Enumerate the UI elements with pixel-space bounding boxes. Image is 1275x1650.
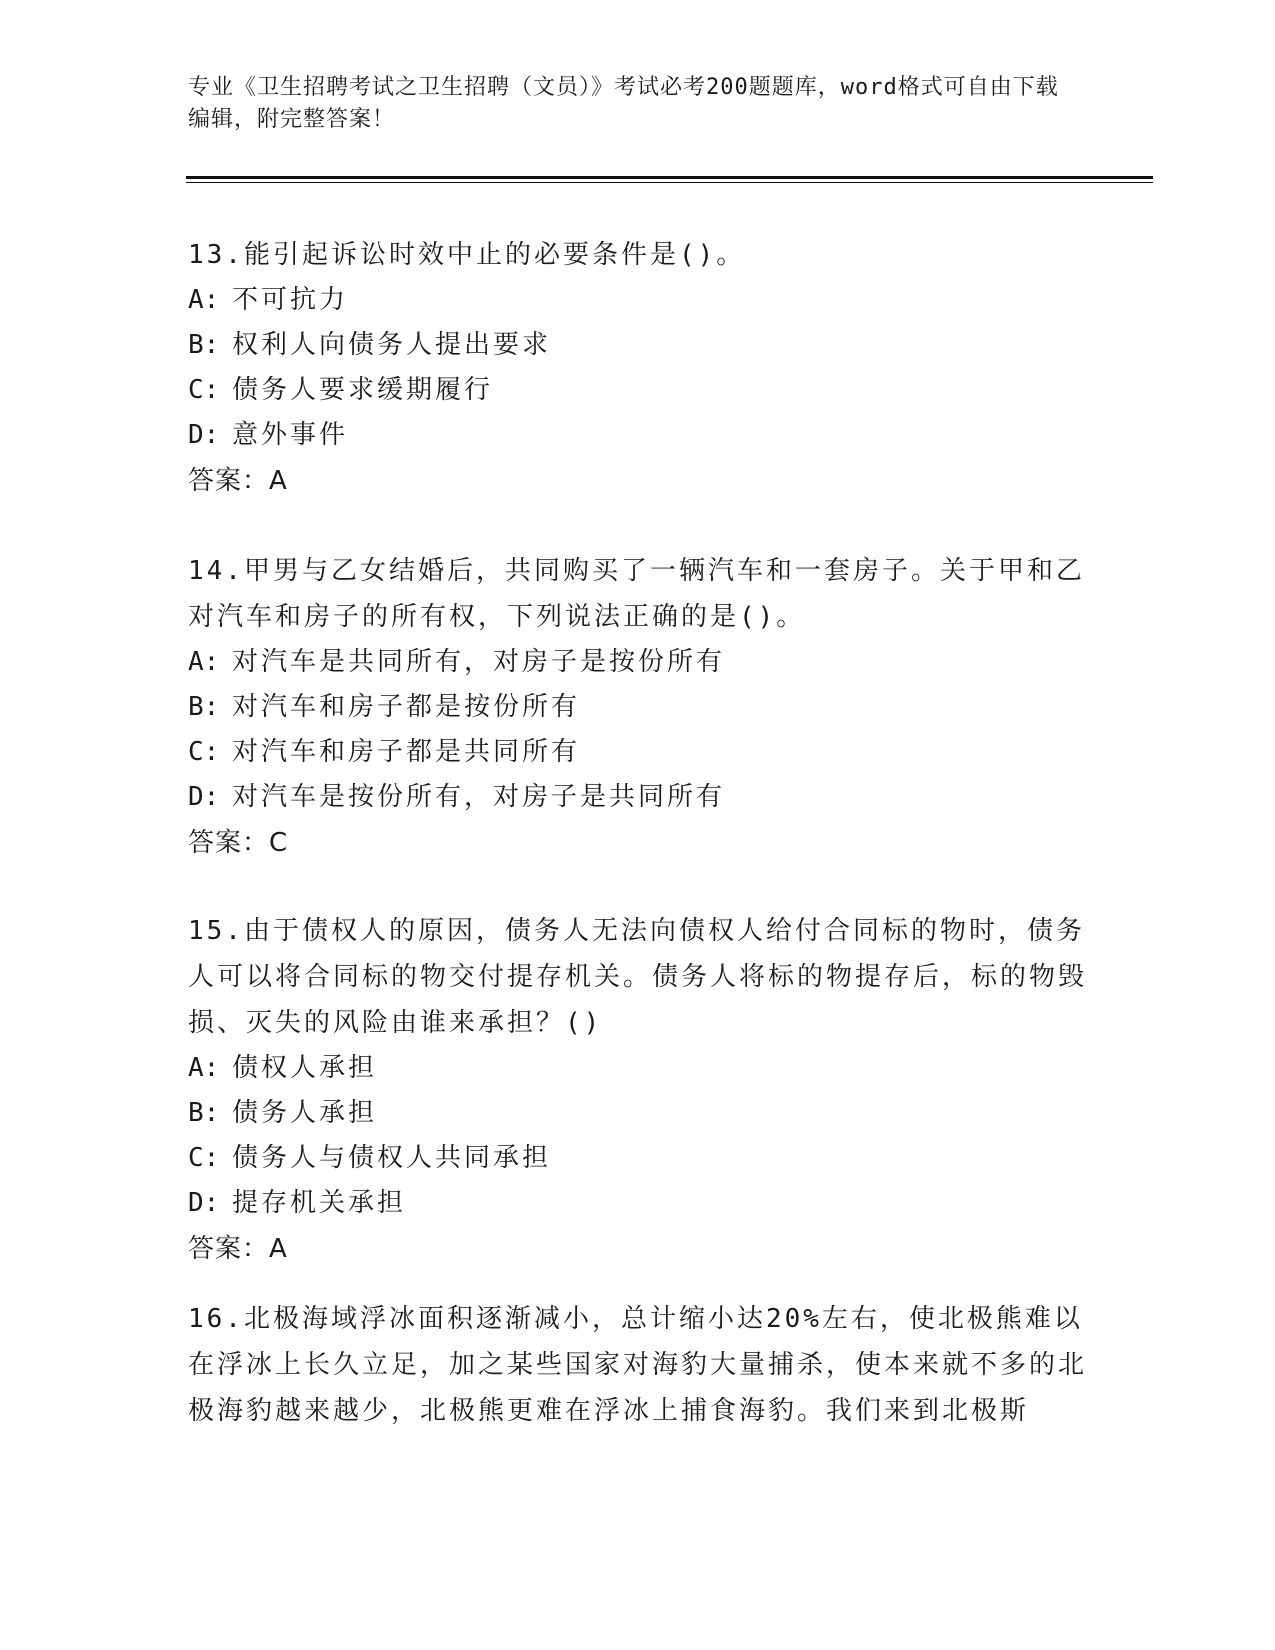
option-letter: B: [188, 330, 220, 360]
header-divider-thin [186, 182, 1153, 183]
option-text: 对汽车是按份所有，对房子是共同所有 [232, 782, 726, 812]
question-13 [188, 232, 1088, 504]
answer-line: 答案：A [188, 466, 288, 496]
option-letter: A: [188, 647, 220, 677]
option-text: 对汽车和房子都是按份所有 [232, 692, 581, 722]
option-letter: B: [188, 1098, 220, 1128]
header-divider-thick [186, 176, 1153, 179]
option-text: 不可抗力 [232, 285, 349, 315]
option-c [188, 730, 1088, 775]
question-stem: 13.能引起诉讼时效中止的必要条件是()。 [188, 240, 746, 270]
question-16 [188, 1296, 1088, 1434]
option-text: 对汽车和房子都是共同所有 [232, 737, 581, 767]
option-a [188, 1046, 1088, 1091]
option-letter: B: [188, 692, 220, 722]
option-text: 权利人向债务人提出要求 [232, 330, 552, 360]
option-text: 对汽车是共同所有，对房子是按份所有 [232, 647, 726, 677]
option-text: 债权人承担 [232, 1053, 378, 1083]
question-stem: 14.甲男与乙女结婚后，共同购买了一辆汽车和一套房子。关于甲和乙对汽车和房子的所有权，下列说法正确的是()。 [188, 556, 1085, 632]
question-14 [188, 548, 1088, 866]
option-b [188, 323, 1088, 368]
option-letter: C: [188, 1143, 220, 1173]
option-letter: A: [188, 1053, 220, 1083]
option-d [188, 1181, 1088, 1226]
option-b [188, 685, 1088, 730]
option-b [188, 1091, 1088, 1136]
option-letter: D: [188, 782, 220, 812]
option-text: 意外事件 [232, 420, 349, 450]
option-text: 债务人承担 [232, 1098, 378, 1128]
question-stem: 16.北极海域浮冰面积逐渐减小，总计缩小达20%左右，使北极熊难以在浮冰上长久立足，加之某些国家对海豹大量捕杀，使本来就不多的北极海豹越来越少，北极熊更难在浮冰上捕食海豹。我们来到北极斯 [188, 1304, 1088, 1426]
option-c [188, 368, 1088, 413]
option-letter: C: [188, 375, 220, 405]
option-letter: A: [188, 285, 220, 315]
answer-line: 答案：A [188, 1234, 288, 1264]
option-a [188, 278, 1088, 323]
question-15 [188, 908, 1088, 1272]
option-text: 债务人与债权人共同承担 [232, 1143, 552, 1173]
option-d [188, 775, 1088, 820]
document-header: 专业《卫生招聘考试之卫生招聘（文员）》考试必考200题题库，word格式可自由下载编辑，附完整答案！ [188, 75, 1059, 132]
option-letter: D: [188, 1188, 220, 1218]
option-letter: C: [188, 737, 220, 767]
option-d [188, 413, 1088, 458]
option-text: 债务人要求缓期履行 [232, 375, 494, 405]
option-c [188, 1136, 1088, 1181]
question-stem: 15.由于债权人的原因，债务人无法向债权人给付合同标的物时，债务人可以将合同标的物交付提存机关。债务人将标的物提存后，标的物毁损、灭失的风险由谁来承担？() [188, 916, 1088, 1038]
option-a [188, 640, 1088, 685]
option-letter: D: [188, 420, 220, 450]
answer-line: 答案：C [188, 828, 289, 858]
option-text: 提存机关承担 [232, 1188, 407, 1218]
